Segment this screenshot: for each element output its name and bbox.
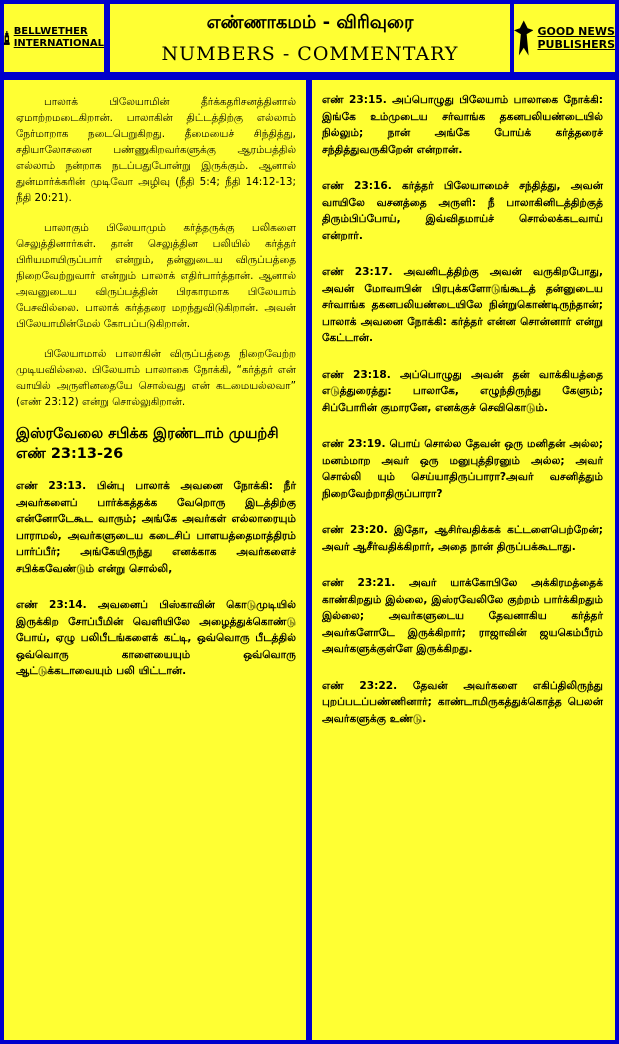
right-column [312, 80, 615, 1040]
logo-right-line2: PUBLISHERS [537, 38, 615, 51]
verse-paragraph: எண் 23:22. தேவன் அவர்களை எகிப்திலிருந்து புறப்படப்பண்ணினார்; காண்டாமிருகத்துக்கொத்த பெலன் அவர்களுக்கு உண்டு. [322, 679, 603, 725]
logo-left-line1: BELLWETHER [13, 26, 88, 37]
commentary-paragraph: பாலாக் பிலேயாமின் தீர்க்கதரிசனத்தினால் ஏமாற்றமடைகிறான். பாலாகின் திட்டத்திற்கு எல்லாம் நேர்மாறாக நடைபெறுகிறது. தீமையைச் சிந்தித்து, சதியாலோசனை பண்ணுகிறவர்களுக்கு ஆரம்பத்தில் எல்லாம் நன்றாக நடப்பதுபோன்று இருக்கும். ஆனால் துன்மார்க்கரின் முடிவோ அழிவு (நீதி 5:4; நீதி 14:12-13; நீதி 20:21). [16, 96, 296, 204]
bellwether-logo [4, 4, 104, 72]
verse-paragraph: எண் 23:13. பின்பு பாலாக் அவனை நோக்கி: நீர் அவர்களைப் பார்க்கத்தக்க வேறொரு இடத்திற்கு என்னோடேகூட வாரும்; அங்கே அவர்கள் எல்லாரையும் பாராமல், அவர்களுடைய கடைசிப் பாளயத்தைமாத்திரம் பார்ப்பீர்; அங்கேயிருந்து எனக்காக அவர்களைச் சபிக்கவேண்டும் என்று சொல்லி, [16, 480, 296, 575]
section-heading-title: இஸ்ரவேலை சபிக்க இரண்டாம் முயற்சி [16, 426, 279, 442]
verse-paragraph: எண் 23:15. அப்பொழுது பிலேயாம் பாலாகை நோக்கி: இங்கே உம்முடைய சர்வாங்க தகனபலியண்டையில் நில்லும்; நான் அங்கே போய்க் கர்த்தரைச் சந்தித்துவருகிறேன் என்றான். [322, 94, 603, 156]
page-header [110, 4, 510, 72]
section-heading [16, 424, 296, 464]
verse-paragraph: எண் 23:21. அவர் யாக்கோபிலே அக்கிரமத்தைக் காண்கிறதும் இல்லை, இஸ்ரவேலிலே குற்றம் பார்க்கிறதும் இல்லை; அவர்களுடைய தேவனாகிய கர்த்தர் அவர்களோடே இருக்கிறார்; ராஜாவின் ஜயகெம்பீரம் அவர்களுக்குள்ளே இருக்கிறது. [322, 577, 603, 655]
logo-left-line2: INTERNATIONAL [13, 38, 104, 49]
commentary-paragraph: பிலேயாமால் பாலாகின் விருப்பத்தை நிறைவேற்ற முடியவில்லை. பிலேயாம் பாலாகை நோக்கி, “கர்த்தர் என் வாயில் அருளினதையே சொல்வது என் கடமையல்லவா” (எண் 23:12) என்று சொல்லுகிறான். [16, 348, 296, 408]
verse-paragraph: எண் 23:20. இதோ, ஆசிர்வதிக்கக் கட்டளைபெற்றேன்; அவர் ஆசீர்வதிக்கிறார், அதை நான் திருப்பக்கூடாது. [322, 524, 603, 553]
verse-paragraph: எண் 23:17. அவனிடத்திற்கு அவன் வருகிறபோது, அவன் மோவாபின் பிரபுக்களோடுங்கூடத் தன்னுடைய சர்வாங்க தகனபலியண்டையிலே நின்றுகொண்டிருந்தான்; பாலாக் அவனை நோக்கி: கர்த்தர் என்ன சொன்னார் என்று கேட்டான். [322, 266, 603, 344]
verse-paragraph: எண் 23:16. கர்த்தர் பிலேயாமைச் சந்தித்து, அவன் வாயிலே வசனத்தை அருளி: நீ பாலாகினிடத்திற்குத் திரும்பிப்போய், இவ்விதமாய்ச் சொல்லக்கடவாய் என்றார். [322, 180, 603, 242]
page-title-english: NUMBERS - COMMENTARY [161, 43, 459, 65]
commentary-paragraph: பாலாகும் பிலேயாமும் கர்த்தருக்கு பலிகளை செலுத்தினார்கள். தான் செலுத்தின பலியில் கர்த்தர் பிரியமாயிருப்பார் என்றும், தன்னுடைய விருப்பத்தை நிறைவேற்றுவார் என்றும் பாலாக் எதிர்பார்த்தான். ஆனால் அவனுடைய விருப்பத்தின் பிரகாரமாக பிலேயாம் பேசவில்லை. பாலாக் கர்த்தரை மறந்துவிடுகிறான். அவன் பிலேயாமின்மேல் கோபப்படுகிறான். [16, 222, 296, 330]
good-news-logo [514, 4, 615, 72]
left-column [4, 80, 306, 1040]
page-title-tamil: எண்ணாகமம் - விரிவுரை [206, 12, 414, 33]
flying-angel-icon [514, 18, 533, 58]
logo-right-line1: GOOD NEWS [537, 25, 615, 38]
verse-paragraph: எண் 23:19. பொய் சொல்ல தேவன் ஒரு மனிதன் அல்ல; மனம்மாற அவர் ஒரு மனுபுத்திரனும் அல்ல; அவர் சொல்லி யும் செய்யாதிருப்பாரா?அவர் வசனித்தும் நிறைவேற்றாதிருப்பாரா? [322, 438, 603, 500]
verse-paragraph: எண் 23:14. அவனைப் பிஸ்காவின் கொடுமுடியில் இருக்கிற சோப்பீமின் வெளியிலே அழைத்துக்கொண்டு போய், ஏழு பலிபீடங்களைக் கட்டி, ஒவ்வொரு பீடத்தில் ஒவ்வொரு காளையையும் ஒவ்வொரு ஆட்டுக்கடாவையும் பலி யிட்டான். [16, 599, 296, 677]
verse-paragraph: எண் 23:18. அப்பொழுது அவன் தன் வாக்கியத்தை எடுத்துரைத்து: பாலாகே, எழுந்திருந்து கேளும்; சிப்போரின் குமாரனே, எனக்குச் செவிகொடும். [322, 368, 603, 414]
section-heading-reference: எண் 23:13-26 [16, 446, 124, 462]
bell-tower-icon [4, 16, 10, 60]
